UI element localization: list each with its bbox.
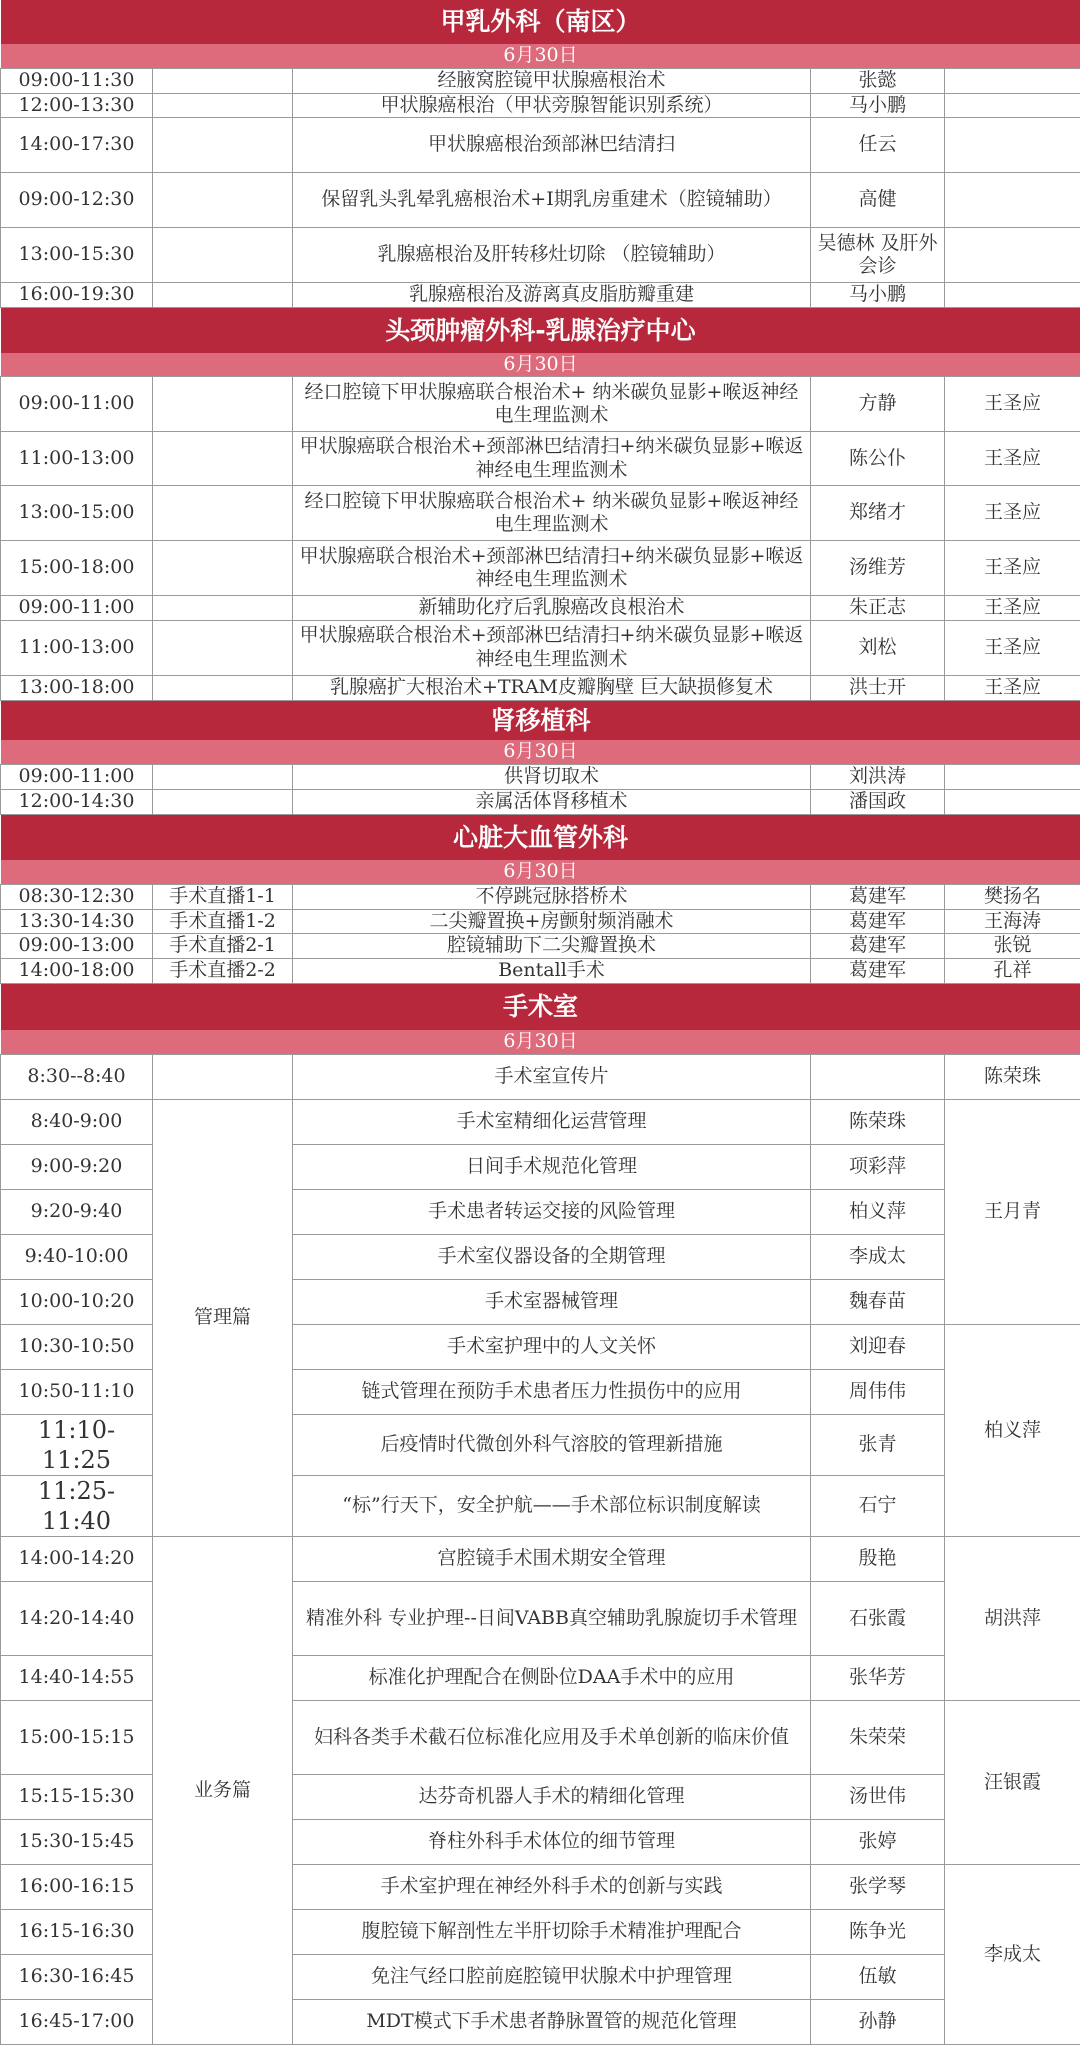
group-cell: [153, 1055, 293, 1100]
topic-cell: 免注气经口腔前庭腔镜甲状腺术中护理管理: [293, 1955, 811, 2000]
host-cell: 王月青: [945, 1100, 1080, 1325]
topic-cell: 经腋窝腔镜甲状腺癌根治术: [293, 68, 811, 93]
doctor-cell: 周伟伟: [811, 1370, 945, 1415]
time-cell: 11:00-13:00: [1, 621, 153, 676]
host-cell: 柏义萍: [945, 1325, 1080, 1537]
time-cell: 9:40-10:00: [1, 1235, 153, 1280]
table-row: [1, 959, 1080, 984]
host-cell: [945, 68, 1080, 93]
time-cell: 13:00-15:30: [1, 228, 153, 283]
host-cell: 汪银霞: [945, 1701, 1080, 1865]
time-cell: 15:00-15:15: [1, 1701, 153, 1775]
topic-cell: 甲状腺癌联合根治术+颈部淋巴结清扫+纳米碳负显影+喉返神经电生理监测术: [293, 432, 811, 486]
topic-cell: 妇科各类手术截石位标准化应用及手术单创新的临床价值: [293, 1701, 811, 1775]
host-cell: 王圣应: [945, 541, 1080, 596]
topic-cell: 乳腺癌根治及游离真皮脂肪瓣重建: [293, 283, 811, 308]
time-cell: 9:00-9:20: [1, 1145, 153, 1190]
time-cell: 16:00-19:30: [1, 283, 153, 308]
host-cell: 李成太: [945, 1865, 1080, 2045]
doctor-cell: 汤世伟: [811, 1775, 945, 1820]
host-cell: [945, 93, 1080, 118]
host-cell: 樊扬名: [945, 884, 1080, 909]
time-cell: 13:30-14:30: [1, 909, 153, 934]
table-row: [1, 228, 1080, 283]
doctor-cell: 洪士开: [811, 676, 945, 701]
host-cell: [945, 228, 1080, 283]
host-cell: [945, 118, 1080, 173]
host-cell: 王圣应: [945, 621, 1080, 676]
doctor-cell: [811, 1055, 945, 1100]
host-cell: 王圣应: [945, 596, 1080, 621]
doctor-cell: 张青: [811, 1415, 945, 1476]
time-cell: 13:00-18:00: [1, 676, 153, 701]
time-cell: 10:50-11:10: [1, 1370, 153, 1415]
room-cell: [153, 789, 293, 814]
table-row: [1, 676, 1080, 701]
table-row: [1, 934, 1080, 959]
host-cell: [945, 765, 1080, 790]
host-cell: 王圣应: [945, 676, 1080, 701]
host-cell: [945, 173, 1080, 228]
room-cell: 手术直播1-2: [153, 909, 293, 934]
topic-cell: 乳腺癌扩大根治术+TRAM皮瓣胸壁 巨大缺损修复术: [293, 676, 811, 701]
doctor-cell: 葛建军: [811, 934, 945, 959]
room-cell: [153, 93, 293, 118]
topic-cell: 亲属活体肾移植术: [293, 789, 811, 814]
host-cell: [945, 283, 1080, 308]
time-cell: 14:00-17:30: [1, 118, 153, 173]
table-row: [1, 486, 1080, 541]
time-cell: 08:30-12:30: [1, 884, 153, 909]
time-cell: 14:20-14:40: [1, 1582, 153, 1656]
topic-cell: 供肾切取术: [293, 765, 811, 790]
time-cell: 9:20-9:40: [1, 1190, 153, 1235]
table-row: [1, 283, 1080, 308]
table-row: [1, 93, 1080, 118]
time-cell: 10:30-10:50: [1, 1325, 153, 1370]
time-cell: 09:00-11:00: [1, 765, 153, 790]
section-title: 手术室: [1, 983, 1080, 1030]
table-row: [1, 541, 1080, 596]
doctor-cell: 任云: [811, 118, 945, 173]
topic-cell: “标”行天下，安全护航——手术部位标识制度解读: [293, 1476, 811, 1537]
topic-cell: Bentall手术: [293, 959, 811, 984]
topic-cell: 标准化护理配合在侧卧位DAA手术中的应用: [293, 1656, 811, 1701]
host-cell: 王圣应: [945, 486, 1080, 541]
time-cell: 16:45-17:00: [1, 2000, 153, 2045]
time-cell: 16:00-16:15: [1, 1865, 153, 1910]
table-row: [1, 765, 1080, 790]
time-cell: 11:10-11:25: [1, 1415, 153, 1476]
topic-cell: 经口腔镜下甲状腺癌联合根治术+ 纳米碳负显影+喉返神经电生理监测术: [293, 486, 811, 541]
doctor-cell: 陈公仆: [811, 432, 945, 486]
doctor-cell: 马小鹏: [811, 93, 945, 118]
topic-cell: 精准外科 专业护理--日间VABB真空辅助乳腺旋切手术管理: [293, 1582, 811, 1656]
room-cell: [153, 541, 293, 596]
table-row: [1, 173, 1080, 228]
room-cell: [153, 765, 293, 790]
room-cell: [153, 173, 293, 228]
topic-cell: 甲状腺癌根治（甲状旁腺智能识别系统）: [293, 93, 811, 118]
doctor-cell: 马小鹏: [811, 283, 945, 308]
doctor-cell: 高健: [811, 173, 945, 228]
time-cell: 13:00-15:00: [1, 486, 153, 541]
topic-cell: 手术室护理在神经外科手术的创新与实践: [293, 1865, 811, 1910]
section-title: 头颈肿瘤外科-乳腺治疗中心: [1, 308, 1080, 353]
time-cell: 15:00-18:00: [1, 541, 153, 596]
time-cell: 09:00-12:30: [1, 173, 153, 228]
topic-cell: 甲状腺癌联合根治术+颈部淋巴结清扫+纳米碳负显影+喉返神经电生理监测术: [293, 621, 811, 676]
topic-cell: 腹腔镜下解剖性左半肝切除手术精准护理配合: [293, 1910, 811, 1955]
time-cell: 11:25-11:40: [1, 1476, 153, 1537]
topic-cell: 经口腔镜下甲状腺癌联合根治术+ 纳米碳负显影+喉返神经电生理监测术: [293, 377, 811, 432]
doctor-cell: 李成太: [811, 1235, 945, 1280]
room-cell: [153, 377, 293, 432]
room-cell: [153, 596, 293, 621]
topic-cell: MDT模式下手术患者静脉置管的规范化管理: [293, 2000, 811, 2045]
doctor-cell: 伍敏: [811, 1955, 945, 2000]
topic-cell: 手术室护理中的人文关怀: [293, 1325, 811, 1370]
time-cell: 09:00-11:00: [1, 377, 153, 432]
section-date: 6月30日: [1, 740, 1080, 764]
topic-cell: 后疫情时代微创外科气溶胶的管理新措施: [293, 1415, 811, 1476]
doctor-cell: 魏春苗: [811, 1280, 945, 1325]
host-cell: 胡洪萍: [945, 1537, 1080, 1701]
doctor-cell: 方静: [811, 377, 945, 432]
doctor-cell: 汤维芳: [811, 541, 945, 596]
time-cell: 8:30--8:40: [1, 1055, 153, 1100]
time-cell: 16:15-16:30: [1, 1910, 153, 1955]
doctor-cell: 刘洪涛: [811, 765, 945, 790]
doctor-cell: 郑绪才: [811, 486, 945, 541]
topic-cell: 达芬奇机器人手术的精细化管理: [293, 1775, 811, 1820]
section-date: 6月30日: [1, 1030, 1080, 1054]
topic-cell: 不停跳冠脉搭桥术: [293, 884, 811, 909]
host-cell: [945, 789, 1080, 814]
doctor-cell: 吴德林 及肝外会诊: [811, 228, 945, 283]
time-cell: 10:00-10:20: [1, 1280, 153, 1325]
host-cell: 王海涛: [945, 909, 1080, 934]
section-title: 心脏大血管外科: [1, 814, 1080, 860]
topic-cell: 新辅助化疗后乳腺癌改良根治术: [293, 596, 811, 621]
host-cell: 王圣应: [945, 377, 1080, 432]
room-cell: [153, 118, 293, 173]
time-cell: 12:00-13:30: [1, 93, 153, 118]
table-row: [1, 621, 1080, 676]
doctor-cell: 柏义萍: [811, 1190, 945, 1235]
time-cell: 15:15-15:30: [1, 1775, 153, 1820]
doctor-cell: 石宁: [811, 1476, 945, 1537]
time-cell: 12:00-14:30: [1, 789, 153, 814]
time-cell: 11:00-13:00: [1, 432, 153, 486]
table-row: [1, 909, 1080, 934]
time-cell: 16:30-16:45: [1, 1955, 153, 2000]
group-cell: 管理篇: [153, 1100, 293, 1537]
doctor-cell: 项彩萍: [811, 1145, 945, 1190]
topic-cell: 手术室精细化运营管理: [293, 1100, 811, 1145]
room-cell: [153, 68, 293, 93]
section-title: 甲乳外科（南区）: [1, 0, 1080, 44]
topic-cell: 甲状腺癌根治颈部淋巴结清扫: [293, 118, 811, 173]
topic-cell: 日间手术规范化管理: [293, 1145, 811, 1190]
doctor-cell: 石张霞: [811, 1582, 945, 1656]
group-cell: 业务篇: [153, 1537, 293, 2045]
table-row: [1, 1100, 1080, 1145]
room-cell: [153, 621, 293, 676]
doctor-cell: 陈争光: [811, 1910, 945, 1955]
table-row: [1, 68, 1080, 93]
host-cell: 陈荣珠: [945, 1055, 1080, 1100]
doctor-cell: 朱荣荣: [811, 1701, 945, 1775]
time-cell: 14:00-14:20: [1, 1537, 153, 1582]
room-cell: [153, 228, 293, 283]
doctor-cell: 葛建军: [811, 959, 945, 984]
topic-cell: 乳腺癌根治及肝转移灶切除 （腔镜辅助）: [293, 228, 811, 283]
section-date: 6月30日: [1, 860, 1080, 884]
table-row: [1, 377, 1080, 432]
table-row: [1, 432, 1080, 486]
doctor-cell: 刘松: [811, 621, 945, 676]
doctor-cell: 张婷: [811, 1820, 945, 1865]
table-row: [1, 1055, 1080, 1100]
time-cell: 09:00-13:00: [1, 934, 153, 959]
topic-cell: 手术室仪器设备的全期管理: [293, 1235, 811, 1280]
host-cell: 张锐: [945, 934, 1080, 959]
section-date: 6月30日: [1, 353, 1080, 377]
topic-cell: 腔镜辅助下二尖瓣置换术: [293, 934, 811, 959]
topic-cell: 甲状腺癌联合根治术+颈部淋巴结清扫+纳米碳负显影+喉返神经电生理监测术: [293, 541, 811, 596]
room-cell: 手术直播2-1: [153, 934, 293, 959]
time-cell: 09:00-11:00: [1, 596, 153, 621]
host-cell: 王圣应: [945, 432, 1080, 486]
doctor-cell: 陈荣珠: [811, 1100, 945, 1145]
room-cell: [153, 432, 293, 486]
topic-cell: 脊柱外科手术体位的细节管理: [293, 1820, 811, 1865]
table-row: [1, 1537, 1080, 1582]
doctor-cell: 葛建军: [811, 909, 945, 934]
doctor-cell: 潘国政: [811, 789, 945, 814]
room-cell: [153, 676, 293, 701]
room-cell: 手术直播2-2: [153, 959, 293, 984]
table-row: [1, 118, 1080, 173]
time-cell: 14:40-14:55: [1, 1656, 153, 1701]
doctor-cell: 刘迎春: [811, 1325, 945, 1370]
section-date: 6月30日: [1, 44, 1080, 68]
doctor-cell: 张懿: [811, 68, 945, 93]
doctor-cell: 孙静: [811, 2000, 945, 2045]
table-row: [1, 596, 1080, 621]
topic-cell: 手术室器械管理: [293, 1280, 811, 1325]
room-cell: [153, 486, 293, 541]
time-cell: 09:00-11:30: [1, 68, 153, 93]
doctor-cell: 朱正志: [811, 596, 945, 621]
time-cell: 15:30-15:45: [1, 1820, 153, 1865]
time-cell: 8:40-9:00: [1, 1100, 153, 1145]
topic-cell: 手术室宣传片: [293, 1055, 811, 1100]
topic-cell: 手术患者转运交接的风险管理: [293, 1190, 811, 1235]
doctor-cell: 张华芳: [811, 1656, 945, 1701]
doctor-cell: 殷艳: [811, 1537, 945, 1582]
doctor-cell: 张学琴: [811, 1865, 945, 1910]
time-cell: 14:00-18:00: [1, 959, 153, 984]
doctor-cell: 葛建军: [811, 884, 945, 909]
room-cell: 手术直播1-1: [153, 884, 293, 909]
room-cell: [153, 283, 293, 308]
table-row: [1, 789, 1080, 814]
topic-cell: 二尖瓣置换+房颤射频消融术: [293, 909, 811, 934]
topic-cell: 链式管理在预防手术患者压力性损伤中的应用: [293, 1370, 811, 1415]
topic-cell: 宫腔镜手术围术期安全管理: [293, 1537, 811, 1582]
section-title: 肾移植科: [1, 700, 1080, 740]
table-row: [1, 884, 1080, 909]
topic-cell: 保留乳头乳晕乳癌根治术+I期乳房重建术（腔镜辅助）: [293, 173, 811, 228]
host-cell: 孔祥: [945, 959, 1080, 984]
